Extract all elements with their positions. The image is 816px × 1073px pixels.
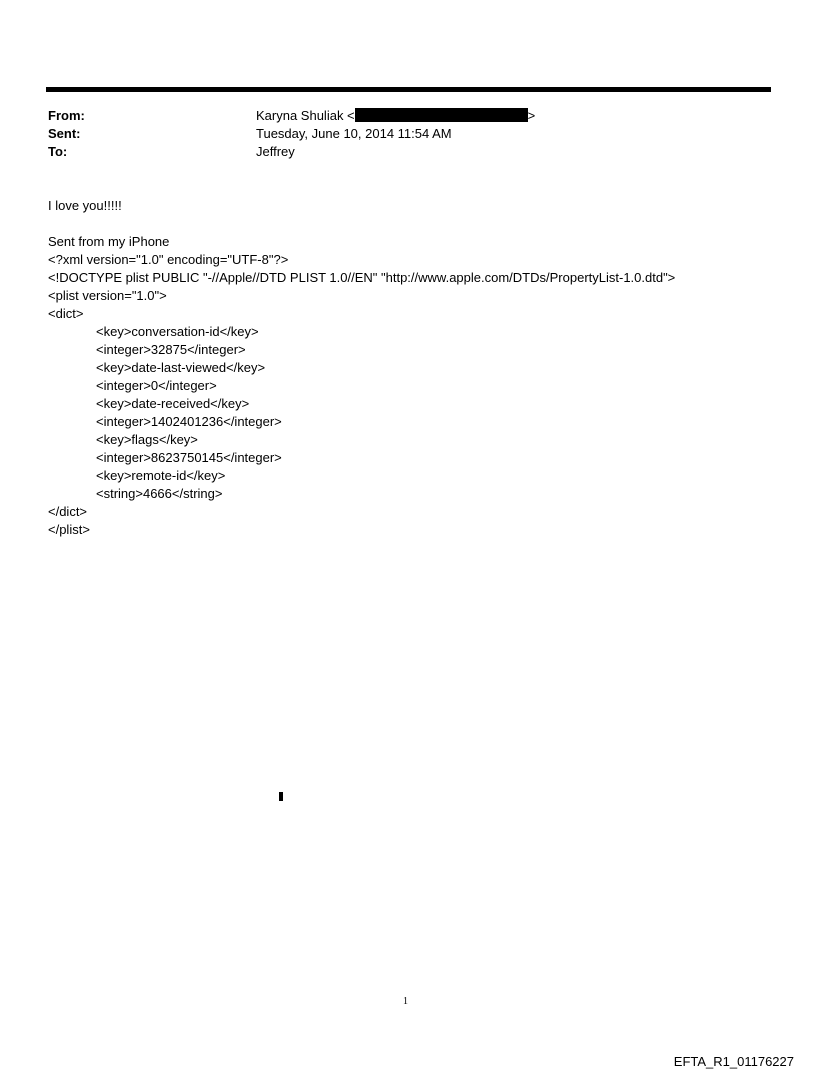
xml-declaration: <?xml version="1.0" encoding="UTF-8"?> bbox=[48, 252, 289, 267]
plist-open-tag: <plist version="1.0"> bbox=[48, 288, 167, 303]
header-rule bbox=[46, 87, 771, 92]
scan-mark bbox=[279, 792, 283, 801]
plist-close-tag: </plist> bbox=[48, 522, 90, 537]
redaction-block bbox=[355, 108, 528, 122]
sent-label: Sent: bbox=[48, 126, 81, 141]
from-name: Karyna Shuliak < bbox=[256, 108, 355, 123]
page-number: 1 bbox=[403, 996, 408, 1007]
dict-entry: <integer>1402401236</integer> bbox=[96, 414, 282, 429]
to-value: Jeffrey bbox=[256, 144, 295, 159]
message-text: I love you!!!!! bbox=[48, 198, 122, 213]
sent-value: Tuesday, June 10, 2014 11:54 AM bbox=[256, 126, 452, 141]
dict-entry: <integer>8623750145</integer> bbox=[96, 450, 282, 465]
dict-close-tag: </dict> bbox=[48, 504, 88, 519]
to-label: To: bbox=[48, 144, 68, 159]
signature-line: Sent from my iPhone bbox=[48, 234, 170, 249]
dict-open-tag: <dict> bbox=[48, 306, 84, 321]
from-label: From: bbox=[48, 108, 85, 123]
from-close: > bbox=[527, 108, 536, 123]
dict-entry: <key>date-received</key> bbox=[96, 396, 250, 411]
dict-entry: <string>4666</string> bbox=[96, 486, 223, 501]
bates-number: EFTA_R1_01176227 bbox=[673, 1054, 794, 1069]
dict-entry: <key>date-last-viewed</key> bbox=[96, 360, 266, 375]
dict-entry: <key>conversation-id</key> bbox=[96, 324, 259, 339]
dict-entry: <integer>0</integer> bbox=[96, 378, 217, 393]
dict-entry: <key>flags</key> bbox=[96, 432, 198, 447]
from-value bbox=[256, 107, 535, 125]
dict-entry: <integer>32875</integer> bbox=[96, 342, 246, 357]
dict-entry: <key>remote-id</key> bbox=[96, 468, 226, 483]
doctype-line: <!DOCTYPE plist PUBLIC "-//Apple//DTD PLIST 1.0//EN" "http://www.apple.com/DTDs/PropertyList-1.0.dtd"> bbox=[48, 270, 676, 285]
